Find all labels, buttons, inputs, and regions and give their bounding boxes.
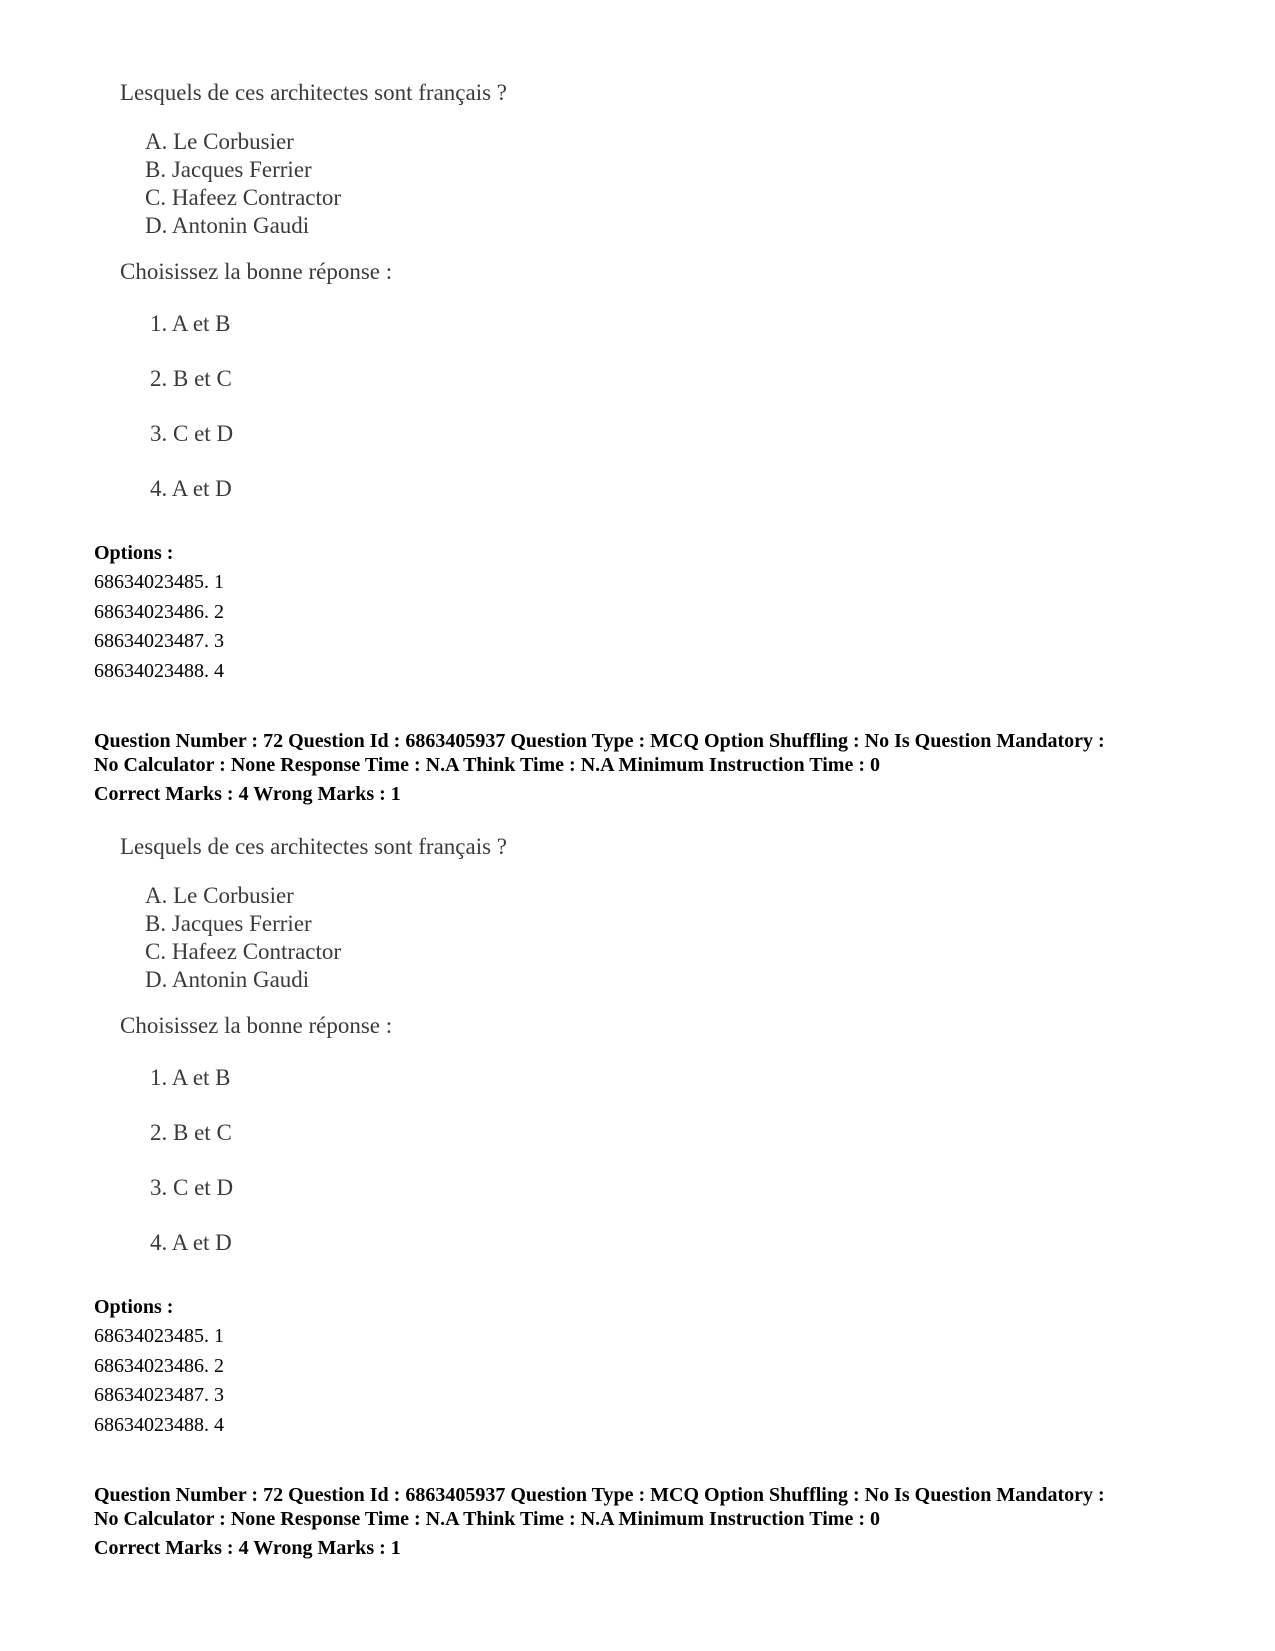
options-list (94, 568, 224, 686)
choice-list (150, 1065, 233, 1285)
statement-item: B. Jacques Ferrier (145, 157, 312, 182)
options-label: Options : (94, 542, 174, 564)
question-marks: Correct Marks : 4 Wrong Marks : 1 (94, 1537, 401, 1559)
question-meta-line1: Question Number : 72 Question Id : 6863405937 Question Type : MCQ Option Shuffling : No Is Question Mandatory : (94, 1484, 1105, 1506)
statement-list (145, 128, 341, 240)
statement-item: C. Hafeez Contractor (145, 185, 342, 210)
option-item: 68634023488. 4 (94, 1413, 224, 1436)
choice-item: 4. A et D (150, 1230, 232, 1255)
statement-item: D. Antonin Gaudi (145, 967, 310, 992)
option-item: 68634023488. 4 (94, 659, 224, 682)
question-meta (94, 729, 1214, 777)
question-stem: Lesquels de ces architectes sont français ? (120, 834, 507, 859)
option-item: 68634023486. 2 (94, 1354, 224, 1377)
options-label: Options : (94, 1296, 174, 1318)
statement-item: B. Jacques Ferrier (145, 911, 312, 936)
statement-list (145, 882, 341, 994)
statement-item: C. Hafeez Contractor (145, 939, 342, 964)
option-item: 68634023487. 3 (94, 630, 224, 652)
question-meta-line1: Question Number : 72 Question Id : 6863405937 Question Type : MCQ Option Shuffling : No Is Question Mandatory : (94, 730, 1105, 752)
choice-item: 4. A et D (150, 476, 232, 501)
statement-item: A. Le Corbusier (145, 883, 294, 908)
option-item: 68634023485. 1 (94, 1325, 224, 1347)
choice-item: 2. B et C (150, 366, 232, 391)
question-prompt: Choisissez la bonne réponse : (120, 1013, 393, 1038)
question-meta-line2: No Calculator : None Response Time : N.A Think Time : N.A Minimum Instruction Time : 0 (94, 754, 880, 776)
choice-list (150, 311, 233, 531)
options-list (94, 1322, 224, 1440)
question-marks: Correct Marks : 4 Wrong Marks : 1 (94, 783, 401, 805)
option-item: 68634023486. 2 (94, 600, 224, 623)
statement-item: A. Le Corbusier (145, 129, 294, 154)
choice-item: 3. C et D (150, 421, 234, 446)
choice-item: 1. A et B (150, 1065, 231, 1090)
choice-item: 3. C et D (150, 1175, 234, 1200)
statement-item: D. Antonin Gaudi (145, 213, 310, 238)
option-item: 68634023487. 3 (94, 1384, 224, 1406)
choice-item: 1. A et B (150, 311, 231, 336)
choice-item: 2. B et C (150, 1120, 232, 1145)
question-prompt: Choisissez la bonne réponse : (120, 259, 393, 284)
option-item: 68634023485. 1 (94, 571, 224, 593)
question-meta (94, 1483, 1214, 1531)
question-meta-line2: No Calculator : None Response Time : N.A Think Time : N.A Minimum Instruction Time : 0 (94, 1508, 880, 1530)
question-stem: Lesquels de ces architectes sont français ? (120, 80, 507, 105)
